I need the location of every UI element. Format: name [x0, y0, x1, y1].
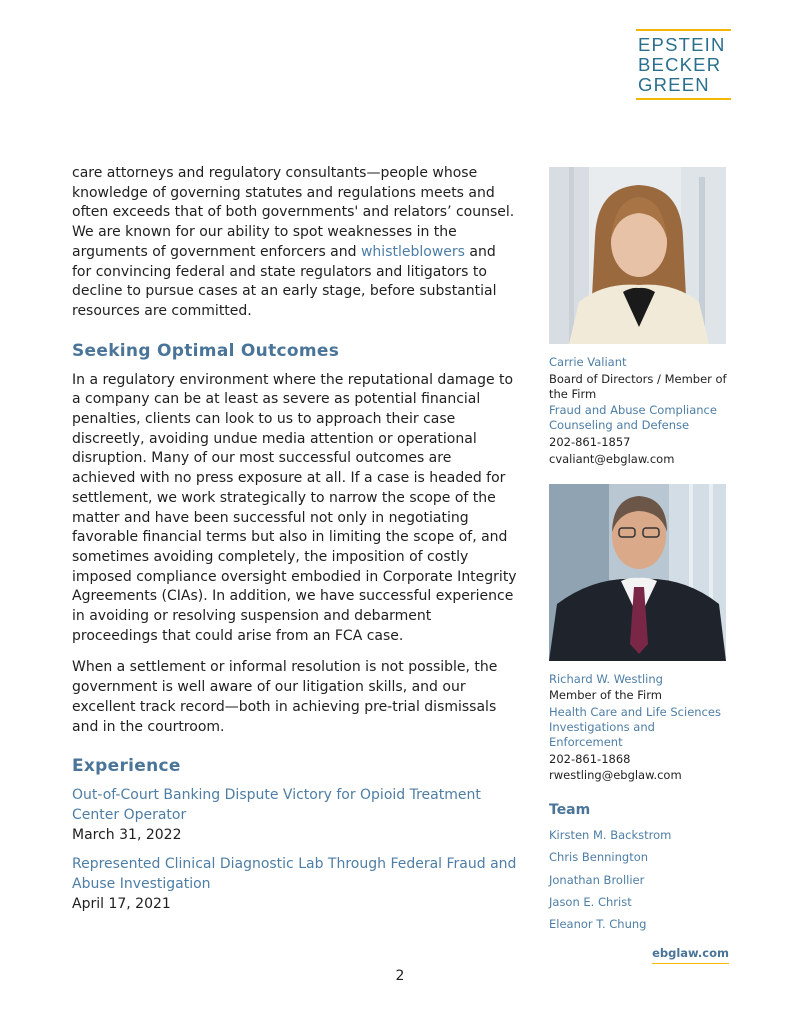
contact-phone: 202-861-1868 — [549, 751, 631, 766]
contact-phone: 202-861-1857 — [549, 434, 631, 449]
experience-link[interactable]: Represented Clinical Diagnostic Lab Through Federal Fraud and Abuse Investigation — [72, 856, 517, 893]
experience-heading: Experience — [72, 756, 181, 777]
intro-paragraph — [72, 164, 517, 322]
contact-photo-richard-westling — [549, 484, 726, 661]
experience-item — [72, 855, 517, 914]
intro-text-start: care attorneys and regulatory consultants—people whose knowledge of governing statutes and regulations meets and often exceeds that of both governments' and relators’ counsel. We are known for our ability to spot weaknesses in the arguments of government enforcers and — [72, 165, 515, 260]
team-heading: Team — [549, 802, 591, 819]
whistleblowers-link[interactable]: whistleblowers — [360, 243, 465, 260]
contact-card — [549, 672, 729, 784]
experience-date: April 17, 2021 — [72, 895, 171, 912]
contact-name[interactable]: Carrie Valiant — [549, 355, 627, 369]
contact-role: Member of the Firm — [549, 688, 662, 703]
contact-card — [549, 355, 729, 467]
contact-photo-carrie-valiant — [549, 167, 726, 344]
intro-text-end: and for convincing federal and state regulators and litigators to decline to pursue cases at an early stage, before substantial resources are committed. — [72, 243, 497, 319]
contacts-sidebar — [549, 167, 729, 936]
firm-logo[interactable] — [636, 29, 731, 100]
logo-line-1: EPSTEIN — [638, 34, 726, 55]
website-link[interactable]: ebglaw.com — [652, 946, 729, 964]
team-member-link[interactable]: Jason E. Christ — [549, 895, 632, 910]
contact-email[interactable]: cvaliant@ebglaw.com — [549, 451, 675, 466]
team-member-link[interactable]: Jonathan Brollier — [549, 872, 645, 887]
experience-link[interactable]: Out-of-Court Banking Dispute Victory for Opioid Treatment Center Operator — [72, 787, 481, 823]
logo-line-2: BECKER — [638, 54, 722, 75]
outcomes-paragraph-1: In a regulatory environment where the reputational damage to a company can be at least as severe as potential financial penalties, clients can look to us to approach their case discreetly, avoiding undue media attention or operational disruption. Many of our most successful outcomes are achieved with no press exposure at all. If a case is headed for settlement, we work strategically to narrow the scope of the matter and have been successful not only in negotiating favorable financial terms but also in limiting the scope of, and sometimes avoiding completely, the imposition of costly imposed compliance oversight embodied in Corporate Integrity Agreements (CIAs). In addition, we have successful experience in avoiding or resolving suspension and debarment proceedings that could arise from an FCA case. — [72, 371, 517, 644]
outcomes-heading: Seeking Optimal Outcomes — [72, 340, 340, 361]
contact-role: Board of Directors / Member of the Firm — [549, 371, 727, 401]
team-member-link[interactable]: Eleanor T. Chung — [549, 917, 647, 932]
team-member-link[interactable]: Kirsten M. Backstrom — [549, 828, 672, 843]
page-number: 2 — [395, 968, 405, 984]
logo-line-3: GREEN — [638, 74, 710, 95]
outcomes-paragraph-2: When a settlement or informal resolution is not possible, the government is well aware of our litigation skills, and our excellent track record—both in achieving pre-trial dismissals and in the courtroom. — [72, 659, 498, 735]
contact-practice-link[interactable]: Fraud and Abuse Compliance Counseling and Defense — [549, 403, 717, 433]
contact-email[interactable]: rwestling@ebglaw.com — [549, 768, 682, 783]
contact-name[interactable]: Richard W. Westling — [549, 671, 663, 686]
contact-practice-link[interactable]: Health Care and Life Sciences Investigations and Enforcement — [549, 705, 721, 749]
experience-item — [72, 786, 517, 845]
experience-date: March 31, 2022 — [72, 826, 182, 843]
main-column — [72, 164, 517, 925]
team-member-link[interactable]: Chris Bennington — [549, 850, 649, 865]
